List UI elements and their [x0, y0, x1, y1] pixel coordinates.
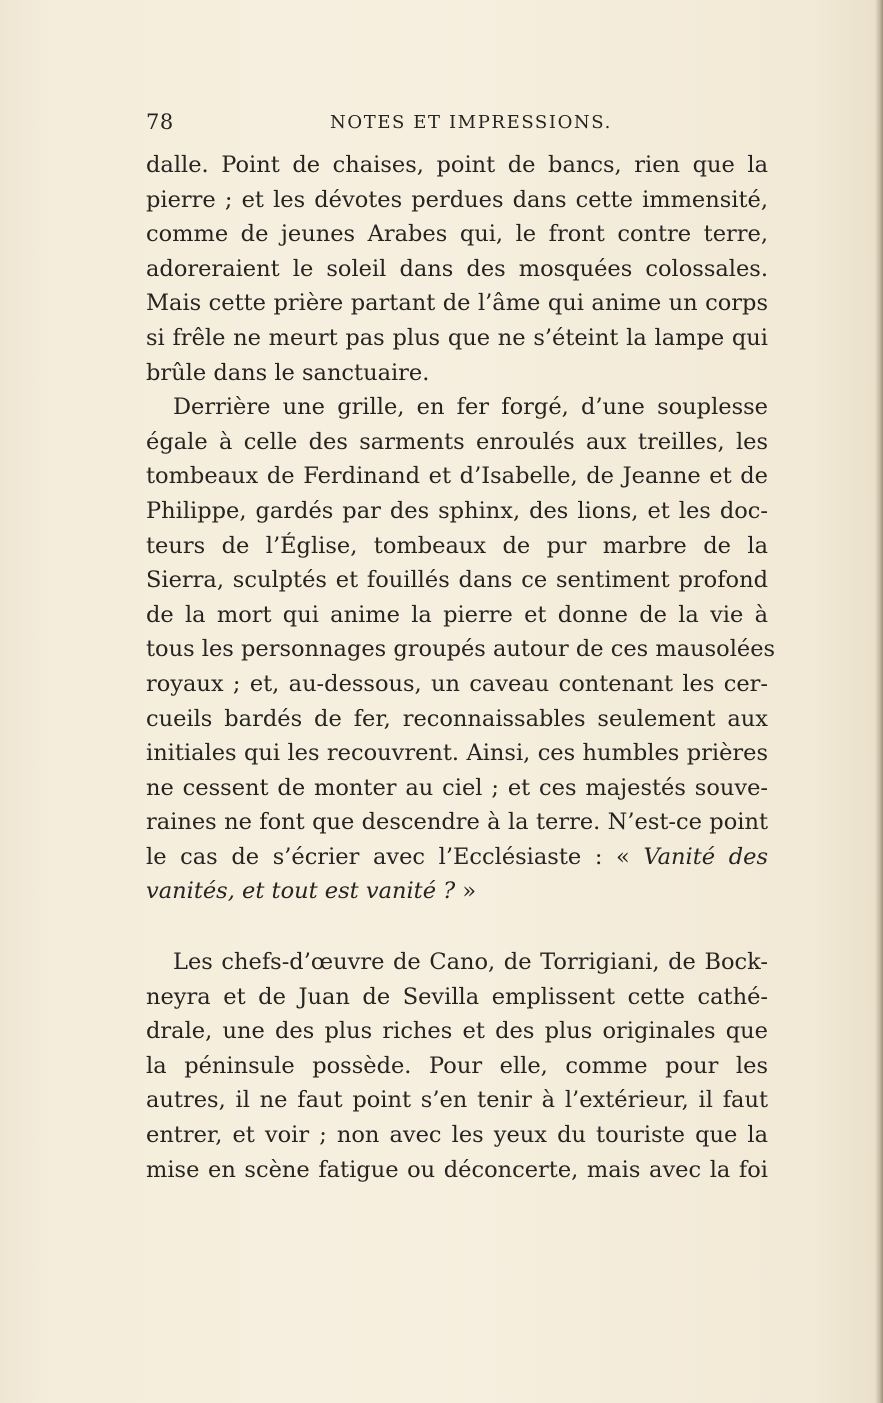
- text-line: initiales qui les recouvrent. Ainsi, ces humbles prières: [146, 740, 768, 767]
- text-line: drale, une des plus riches et des plus originales que: [146, 1018, 768, 1045]
- text-line: [146, 874, 768, 909]
- quote-italic-end: vanités, et tout est vanité ?: [146, 878, 456, 905]
- text-line: égale à celle des sarments enroulés aux treilles, les: [146, 428, 768, 455]
- text-line: Derrière une grille, en fer forgé, d’une souplesse: [173, 394, 768, 421]
- text-line: teurs de l’Église, tombeaux de pur marbre de la: [146, 532, 768, 559]
- text-line: pierre ; et les dévotes perdues dans cette immensité,: [146, 186, 768, 213]
- text-line: Sierra, sculptés et fouillés dans ce sentiment profond: [146, 567, 768, 594]
- text-line: royaux ; et, au-dessous, un caveau contenant les cer-: [146, 670, 768, 697]
- text-line: adoreraient le soleil dans des mosquées colossales.: [146, 255, 768, 282]
- text-line: neyra et de Juan de Sevilla emplissent cette cathé-: [146, 983, 768, 1010]
- text-line: dalle. Point de chaises, point de bancs, rien que la: [146, 152, 768, 178]
- text-line: brûle dans le sanctuaire.: [146, 359, 430, 386]
- page-edge-shadow: [875, 0, 883, 1403]
- text-line: la péninsule possède. Pour elle, comme pour les: [146, 1052, 768, 1079]
- text-line: [146, 840, 768, 875]
- text-line: tombeaux de Ferdinand et d’Isabelle, de Jeanne et de: [146, 463, 768, 490]
- text-line: si frêle ne meurt pas plus que ne s’éteint la lampe qui: [146, 324, 768, 351]
- text-line: mise en scène fatigue ou déconcerte, mais avec la foi: [146, 1156, 768, 1183]
- text-line: autres, il ne faut point s’en tenir à l’extérieur, il faut: [146, 1087, 768, 1114]
- text-line: Mais cette prière partant de l’âme qui anime un corps: [146, 290, 768, 317]
- text-line: Les chefs-d’œuvre de Cano, de Torrigiani, de Bock-: [173, 949, 768, 976]
- text-line: comme de jeunes Arabes qui, le front contre terre,: [146, 221, 768, 248]
- quote-italic: Vanité des: [643, 843, 768, 870]
- text-line: cueils bardés de fer, reconnaissables seulement aux: [146, 705, 768, 732]
- body-text: [146, 148, 776, 1187]
- running-title: NOTES ET IMPRESSIONS.: [330, 112, 612, 133]
- paragraph-gap: [146, 909, 768, 945]
- text-line: raines ne font que descendre à la terre. N’est-ce point: [146, 809, 768, 836]
- quote-line-prefix: le cas de s’écrier avec l’Ecclésiaste : «: [146, 843, 644, 870]
- text-line: de la mort qui anime la pierre et donne de la vie à: [146, 601, 768, 628]
- text-line: tous les personnages groupés autour de ces mausolées: [146, 636, 776, 663]
- text-line: ne cessent de monter au ciel ; et ces majestés souve-: [146, 774, 768, 801]
- text-line: Philippe, gardés par des sphinx, des lions, et les doc-: [146, 497, 768, 524]
- text-line: entrer, et voir ; non avec les yeux du touriste que la: [146, 1122, 768, 1149]
- page-number: 78: [146, 110, 174, 134]
- page-header: [146, 110, 766, 140]
- quote-close: »: [455, 878, 477, 905]
